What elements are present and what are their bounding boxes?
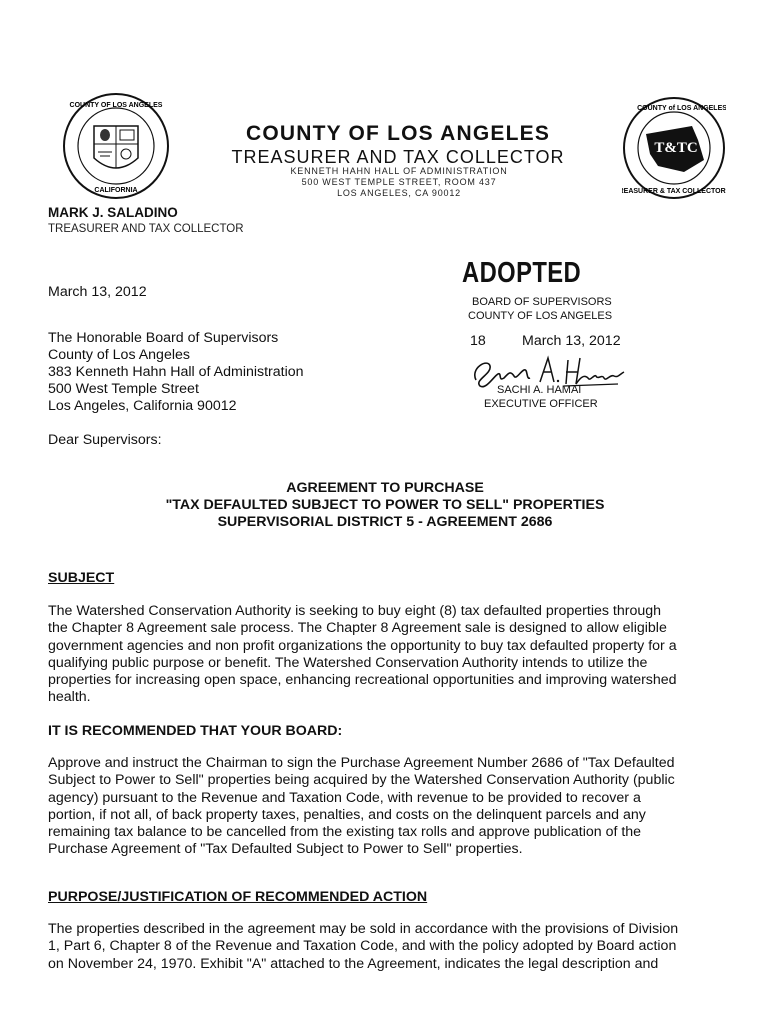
svg-text:COUNTY OF LOS ANGELES: COUNTY OF LOS ANGELES	[69, 102, 163, 109]
title-line: AGREEMENT TO PURCHASE	[286, 480, 484, 496]
paragraph-line: properties for increasing open space, enhancing recreational opportunities and improving watershed	[48, 672, 677, 689]
title-line: SUPERVISORIAL DISTRICT 5 - AGREEMENT 2686	[217, 514, 553, 530]
recipient-line: Los Angeles, California 90012	[48, 398, 237, 414]
paragraph-line: Purchase Agreement of "Tax Defaulted Subject to Power to Sell" properties.	[48, 841, 523, 858]
letterhead-address-line: 500 WEST TEMPLE STREET, ROOM 437	[301, 177, 497, 187]
letterhead-address-line: KENNETH HAHN HALL OF ADMINISTRATION	[290, 166, 508, 176]
recipient-line: 500 West Temple Street	[48, 381, 199, 397]
paragraph-line: portion, if not all, of back property taxes, penalties, and costs on the delinquent parcels and any	[48, 806, 646, 823]
paragraph-line: agency) pursuant to the Revenue and Taxation Code, with revenue to be provided to recover a	[48, 789, 641, 806]
purpose-heading: PURPOSE/JUSTIFICATION OF RECOMMENDED ACTION	[48, 889, 428, 905]
svg-text:COUNTY of LOS ANGELES: COUNTY of LOS ANGELES	[637, 105, 726, 112]
paragraph-line: qualifying public purpose or benefit. The Watershed Conservation Authority intends to utilize the	[48, 654, 648, 671]
officer-title: TREASURER AND TAX COLLECTOR	[48, 223, 244, 235]
svg-text:CALIFORNIA: CALIFORNIA	[94, 187, 138, 194]
document-title	[0, 480, 770, 531]
stamp-date: March 13, 2012	[522, 333, 621, 349]
paragraph-line: on November 24, 1970. Exhibit "A" attached to the Agreement, indicates the legal description and	[48, 955, 659, 972]
paragraph-line: the Chapter 8 Agreement sale process. The Chapter 8 Agreement sale is designed to allow eligible	[48, 620, 667, 637]
svg-text:TREASURER & TAX COLLECTOR: TREASURER & TAX COLLECTOR	[622, 188, 726, 195]
signer-name: SACHI A. HAMAI	[497, 384, 582, 396]
recipient-line: The Honorable Board of Supervisors	[48, 330, 279, 346]
letterhead-county: COUNTY OF LOS ANGELES	[245, 122, 551, 145]
paragraph-line: The properties described in the agreement may be sold in accordance with the provisions of Division	[48, 921, 679, 937]
paragraph-line: The Watershed Conservation Authority is seeking to buy eight (8) tax defaulted properties through	[48, 603, 662, 619]
stamp-county: COUNTY OF LOS ANGELES	[468, 310, 613, 322]
salutation: Dear Supervisors:	[48, 432, 162, 448]
paragraph-line: health.	[48, 689, 91, 706]
paragraph-line: Subject to Power to Sell" properties being acquired by the Watershed Conservation Authority (public	[48, 772, 675, 789]
letter-date: March 13, 2012	[48, 284, 147, 300]
stamp-item-number: 18	[470, 333, 486, 349]
letterhead-department: TREASURER AND TAX COLLECTOR	[231, 147, 565, 167]
recommendation-paragraph	[48, 755, 728, 859]
title-line: "TAX DEFAULTED SUBJECT TO POWER TO SELL" PROPERTIES	[165, 497, 605, 513]
ttc-seal-logo	[622, 96, 726, 200]
adopted-stamp-status: ADOPTED	[462, 257, 582, 289]
svg-text:T&TC: T&TC	[654, 140, 698, 156]
recipient-address	[48, 330, 304, 415]
subject-paragraph	[48, 603, 728, 707]
paragraph-line: government agencies and non profit organizations the opportunity to buy tax defaulted property for a	[48, 637, 677, 654]
signer-title: EXECUTIVE OFFICER	[484, 398, 598, 410]
purpose-paragraph	[48, 921, 728, 973]
recipient-line: 383 Kenneth Hahn Hall of Administration	[48, 364, 304, 380]
paragraph-line: 1, Part 6, Chapter 8 of the Revenue and Taxation Code, and with the policy adopted by Board action	[48, 938, 677, 955]
recommendation-heading: IT IS RECOMMENDED THAT YOUR BOARD:	[48, 723, 343, 739]
county-seal-logo	[62, 92, 170, 200]
paragraph-line: Approve and instruct the Chairman to sign the Purchase Agreement Number 2686 of "Tax Defaulted	[48, 755, 675, 771]
letterhead-address-line: LOS ANGELES, CA 90012	[337, 188, 461, 198]
stamp-board: BOARD OF SUPERVISORS	[472, 296, 612, 308]
officer-name: MARK J. SALADINO	[48, 205, 178, 220]
subject-heading: SUBJECT	[48, 570, 115, 586]
recipient-line: County of Los Angeles	[48, 347, 190, 363]
paragraph-line: remaining tax balance to be cancelled from the existing tax rolls and approve publication of the	[48, 824, 642, 841]
